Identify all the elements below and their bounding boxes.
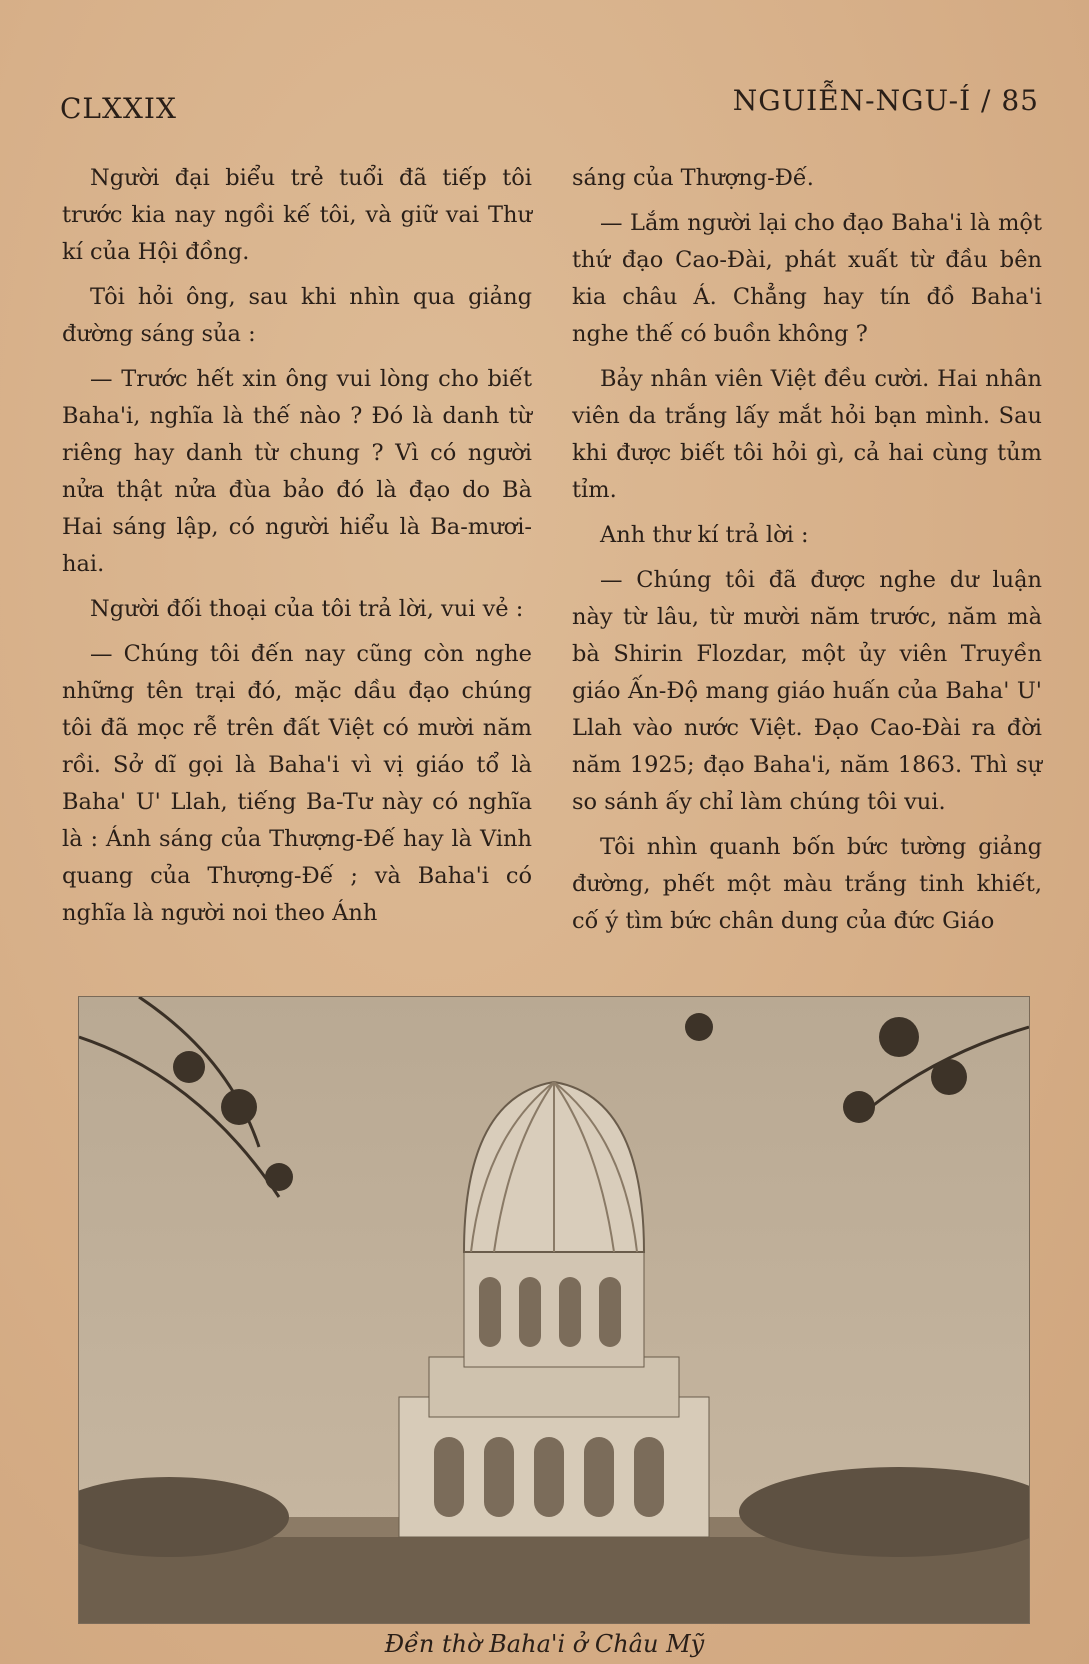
paragraph: — Trước hết xin ông vui lòng cho biết Baha'i, nghĩa là thế nào ? Đó là danh từ riêng hay danh từ chung ? Vì có người nửa thật nửa đùa bảo đó là đạo do Bà Hai sáng lập, có người hiểu là Ba-mươi-hai. [62, 366, 532, 577]
author-page-number: NGUIỄN-NGU-Í / 85 [732, 84, 1039, 117]
paragraph: Anh thư kí trả lời : [600, 522, 809, 548]
paragraph: Tôi hỏi ông, sau khi nhìn qua giảng đường sáng sủa : [62, 284, 532, 347]
chapter-number: CLXXIX [60, 92, 177, 125]
right-column [572, 160, 1042, 948]
temple-illustration [79, 997, 1029, 1623]
paragraph: — Chúng tôi đã được nghe dư luận này từ lâu, từ mười năm trước, năm mà bà Shirin Flozdar, một ủy viên Truyền giáo Ấn-Độ mang giáo huấn của Baha' U' Llah vào nước Việt. Đạo Cao-Đài ra đời năm 1925; đạo Baha'i, năm 1863. Thì sự so sánh ấy chỉ làm chúng tôi vui. [572, 567, 1042, 815]
paragraph: Bảy nhân viên Việt đều cười. Hai nhân viên da trắng lấy mắt hỏi bạn mình. Sau khi được biết tôi hỏi gì, cả hai cùng tủm tỉm. [572, 366, 1042, 503]
temple-photo [78, 996, 1030, 1624]
paragraph: — Chúng tôi đến nay cũng còn nghe những tên trại đó, mặc dầu đạo chúng tôi đã mọc rễ trên đất Việt có mười năm rồi. Sở dĩ gọi là Baha'i vì vị giáo tổ là Baha' U' Llah, tiếng Ba-Tư này có nghĩa là : Ánh sáng của Thượng-Đế hay là Vinh quang của Thượng-Đế ; và Baha'i có nghĩa là người noi theo Ánh [62, 641, 532, 926]
photo-caption: Đền thờ Baha'i ở Châu Mỹ [384, 1630, 705, 1658]
paragraph: Người đại biểu trẻ tuổi đã tiếp tôi trước kia nay ngồi kế tôi, và giữ vai Thư kí của Hội đồng. [62, 165, 532, 265]
paragraph: Người đối thoại của tôi trả lời, vui vẻ : [90, 596, 524, 622]
paragraph: Tôi nhìn quanh bốn bức tường giảng đường, phết một màu trắng tinh khiết, cố ý tìm bức chân dung của đức Giáo [572, 834, 1042, 934]
paragraph: sáng của Thượng-Đế. [572, 165, 814, 191]
paragraph: — Lắm người lại cho đạo Baha'i là một thứ đạo Cao-Đài, phát xuất từ đầu bên kia châu Á. Chẳng hay tín đồ Baha'i nghe thế có buồn không ? [572, 210, 1042, 347]
left-column [62, 160, 532, 940]
